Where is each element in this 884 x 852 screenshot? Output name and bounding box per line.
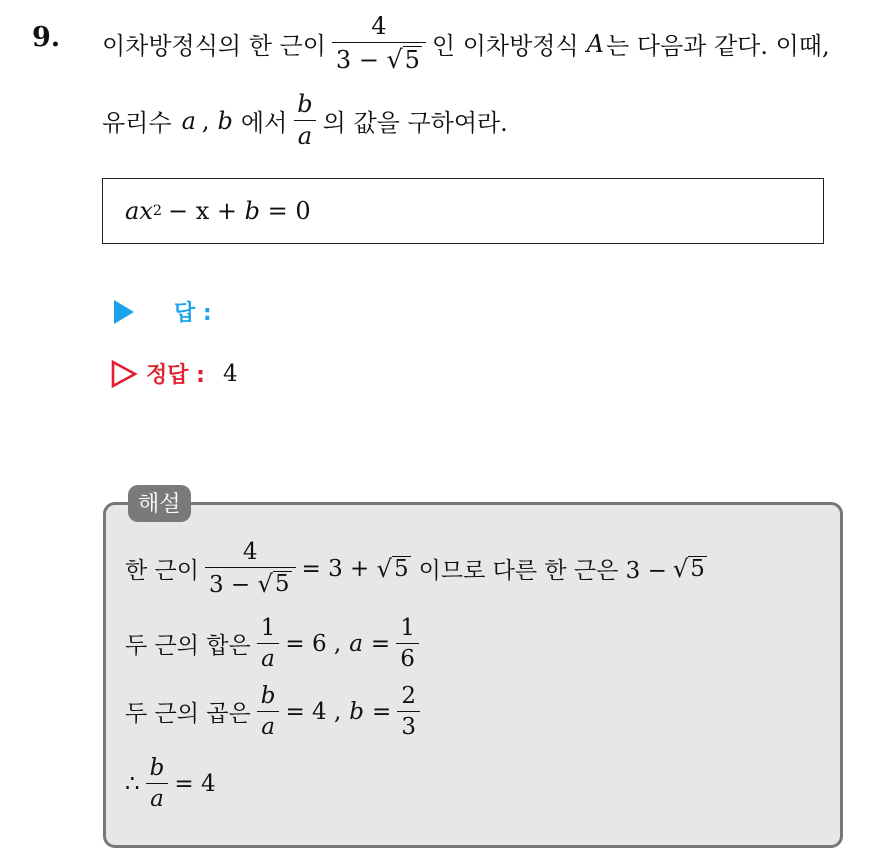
variable-a: a bbox=[349, 630, 363, 657]
exponent: 2 bbox=[152, 203, 163, 219]
comma: , bbox=[201, 106, 210, 135]
correct-answer-value: 4 bbox=[222, 360, 238, 387]
root-fraction bbox=[332, 14, 426, 73]
fraction-denominator: 6 bbox=[396, 643, 419, 671]
therefore-symbol: ∴ bbox=[125, 770, 140, 797]
fraction-numerator: b bbox=[297, 90, 313, 118]
variable-b: b bbox=[349, 698, 365, 725]
question-text: 인 이차방정식 bbox=[431, 32, 579, 61]
radicand: 5 bbox=[690, 556, 705, 583]
solution-equals: = 3 + bbox=[301, 555, 377, 582]
question-text: 는 다음과 같다. 이때, bbox=[606, 32, 830, 61]
fraction bbox=[257, 684, 280, 739]
correct-answer-label: 정답 : bbox=[146, 363, 205, 388]
question-text: 이차방정식의 한 근이 bbox=[102, 32, 326, 61]
var-x: x bbox=[139, 197, 153, 225]
solution-line-1 bbox=[125, 540, 707, 597]
equals-sign: = bbox=[370, 630, 391, 657]
solution-text: 한 근이 bbox=[125, 558, 199, 585]
variable-A: A bbox=[586, 29, 604, 58]
coef-a: a bbox=[125, 197, 140, 225]
solution-equals: = 6 , bbox=[285, 630, 342, 657]
radical-sign: √ bbox=[672, 554, 689, 583]
radical-sign: √ bbox=[257, 569, 273, 598]
answer-row bbox=[112, 296, 212, 327]
fraction-denominator: a bbox=[257, 711, 279, 739]
equation-tail: = 0 bbox=[260, 197, 311, 225]
solution-text: 두 근의 합은 bbox=[125, 633, 251, 660]
play-outline-icon bbox=[110, 360, 138, 388]
equals-sign: = bbox=[372, 698, 392, 725]
answer-label: 답 : bbox=[174, 301, 212, 326]
question-text: 의 값을 구하여라. bbox=[322, 109, 508, 138]
solution-equals: = 4 , bbox=[285, 698, 342, 725]
fraction bbox=[396, 616, 419, 671]
solution-line-2 bbox=[125, 616, 425, 671]
fraction-numerator: 2 bbox=[401, 683, 416, 709]
question-line-2 bbox=[102, 92, 508, 149]
fraction-numerator: 1 bbox=[400, 615, 415, 641]
fraction bbox=[146, 756, 169, 811]
fraction-numerator: b bbox=[149, 755, 165, 781]
question-line-1 bbox=[102, 14, 830, 73]
fraction-denominator: a bbox=[294, 120, 316, 149]
fraction bbox=[257, 616, 280, 671]
question-number: 9. bbox=[32, 22, 61, 53]
fraction-denominator bbox=[205, 567, 296, 597]
solution-equals: = 4 bbox=[174, 770, 216, 797]
denominator-lead: 3 − bbox=[208, 571, 251, 598]
radical-sign: √ bbox=[386, 44, 403, 74]
fraction-numerator: 4 bbox=[371, 12, 387, 40]
fraction-numerator: b bbox=[260, 683, 276, 709]
fraction-denominator bbox=[332, 42, 426, 73]
solution-line-4 bbox=[125, 756, 216, 811]
equation-middle: − x + bbox=[168, 197, 245, 225]
fraction bbox=[397, 684, 420, 739]
ratio-fraction bbox=[293, 92, 316, 149]
radicand: 5 bbox=[394, 556, 409, 583]
fraction-numerator: 4 bbox=[242, 539, 258, 565]
sqrt bbox=[258, 571, 292, 596]
equation-box bbox=[102, 178, 824, 244]
sqrt bbox=[673, 556, 707, 581]
question-text: 유리수 bbox=[102, 109, 172, 138]
radical-sign: √ bbox=[376, 554, 393, 583]
coef-b: b bbox=[244, 197, 261, 225]
root-fraction bbox=[205, 540, 296, 597]
fraction-numerator: 1 bbox=[260, 615, 276, 641]
solution-text: 이므로 다른 한 근은 3 − bbox=[418, 558, 667, 585]
question-text: 에서 bbox=[240, 109, 288, 138]
variable-b: b bbox=[217, 106, 233, 135]
correct-answer-row bbox=[110, 358, 238, 389]
fraction-denominator: 3 bbox=[397, 711, 420, 739]
solution-tag: 해설 bbox=[128, 485, 191, 522]
play-icon bbox=[112, 299, 136, 325]
radicand: 5 bbox=[274, 571, 290, 598]
equation bbox=[125, 197, 311, 225]
fraction-denominator: a bbox=[146, 783, 168, 811]
denominator-lead: 3 − bbox=[335, 45, 379, 74]
sqrt bbox=[377, 556, 411, 581]
variable-a: a bbox=[181, 106, 196, 135]
solution-text: 두 근의 곱은 bbox=[125, 701, 251, 728]
radicand: 5 bbox=[404, 46, 420, 75]
fraction-denominator: a bbox=[257, 643, 279, 671]
sqrt bbox=[386, 44, 422, 75]
solution-line-3 bbox=[125, 684, 426, 739]
